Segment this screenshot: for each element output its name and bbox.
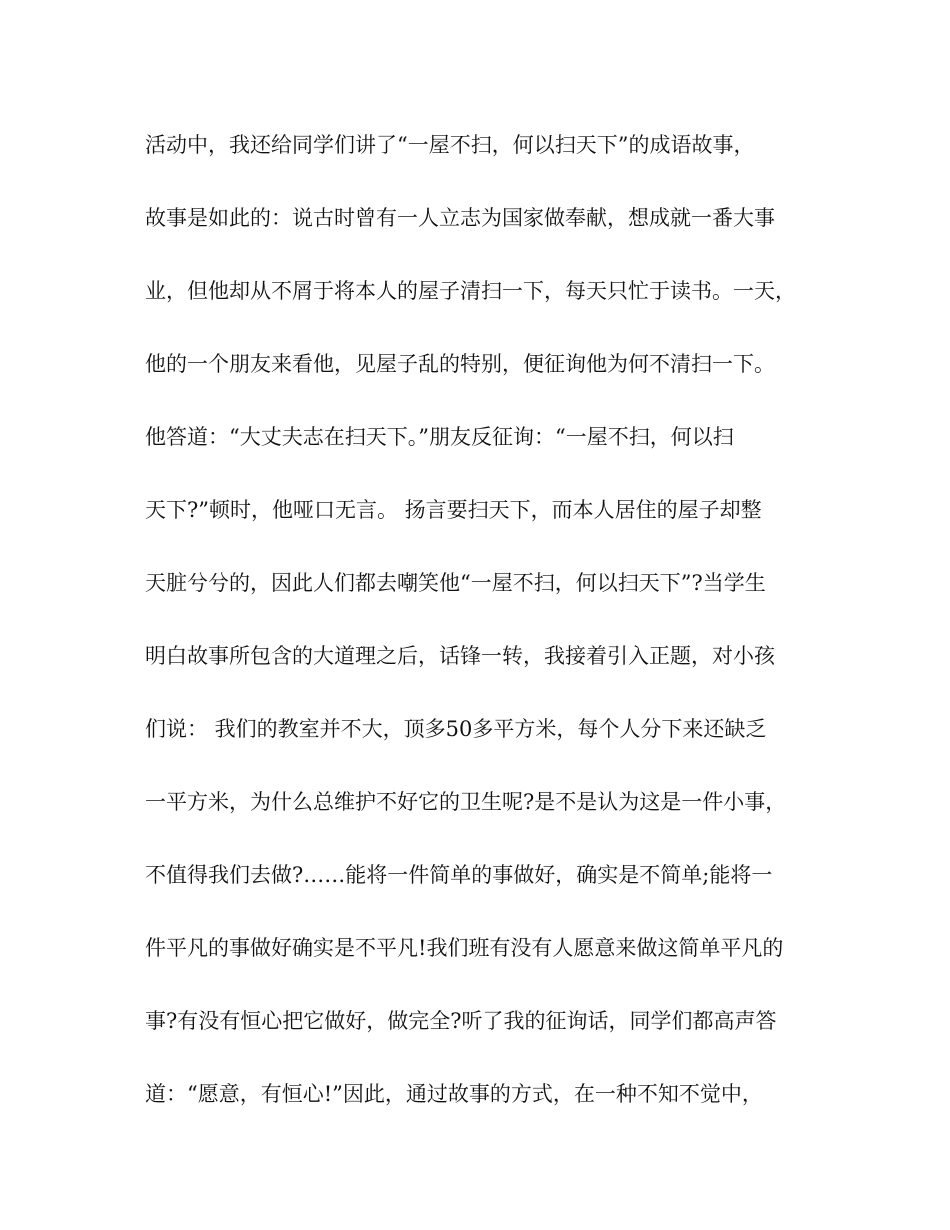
text-line-4: 他的一个朋友来看他，见屋子乱的特别，便征询他为何不清扫一下。 — [145, 352, 775, 376]
text-line-14: 道：“愿意，有恒心!”因此，通过故事的方式，在一种不知不觉中， — [145, 1082, 763, 1106]
text-line-6: 天下?”顿时，他哑口无言。 扬言要扫天下，而本人居住的屋子却整 — [145, 498, 762, 522]
text-line-1: 活动中，我还给同学们讲了“一屋不扫，何以扫天下”的成语故事， — [145, 133, 755, 157]
text-line-13: 事?有没有恒心把它做好，做完全?听了我的征询话，同学们都高声答 — [145, 1009, 777, 1033]
text-line-2: 故事是如此的：说古时曾有一人立志为国家做奉献，想成就一番大事 — [145, 206, 775, 230]
text-line-5: 他答道：“大丈夫志在扫天下。”朋友反征询：“一屋不扫，何以扫 — [145, 425, 734, 449]
text-line-7: 天脏兮兮的，因此人们都去嘲笑他“一屋不扫，何以扫天下”?当学生 — [145, 571, 766, 595]
text-line-11: 不值得我们去做?……能将一件简单的事做好，确实是不简单;能将一 — [145, 863, 773, 887]
text-line-3: 业，但他却从不屑于将本人的屋子清扫一下，每天只忙于读书。一天， — [145, 279, 796, 303]
text-line-9: 们说： 我们的教室并不大，顶多50多平方米，每个人分下来还缺乏 — [145, 717, 767, 741]
text-line-12: 件平凡的事做好确实是不平凡!我们班有没有人愿意来做这简单平凡的 — [145, 936, 784, 960]
text-line-10: 一平方米，为什么总维护不好它的卫生呢?是不是认为这是一件小事， — [145, 790, 787, 814]
text-line-8: 明白故事所包含的大道理之后，话锋一转，我接着引入正题，对小孩 — [145, 644, 775, 668]
body-text — [145, 125, 815, 1147]
